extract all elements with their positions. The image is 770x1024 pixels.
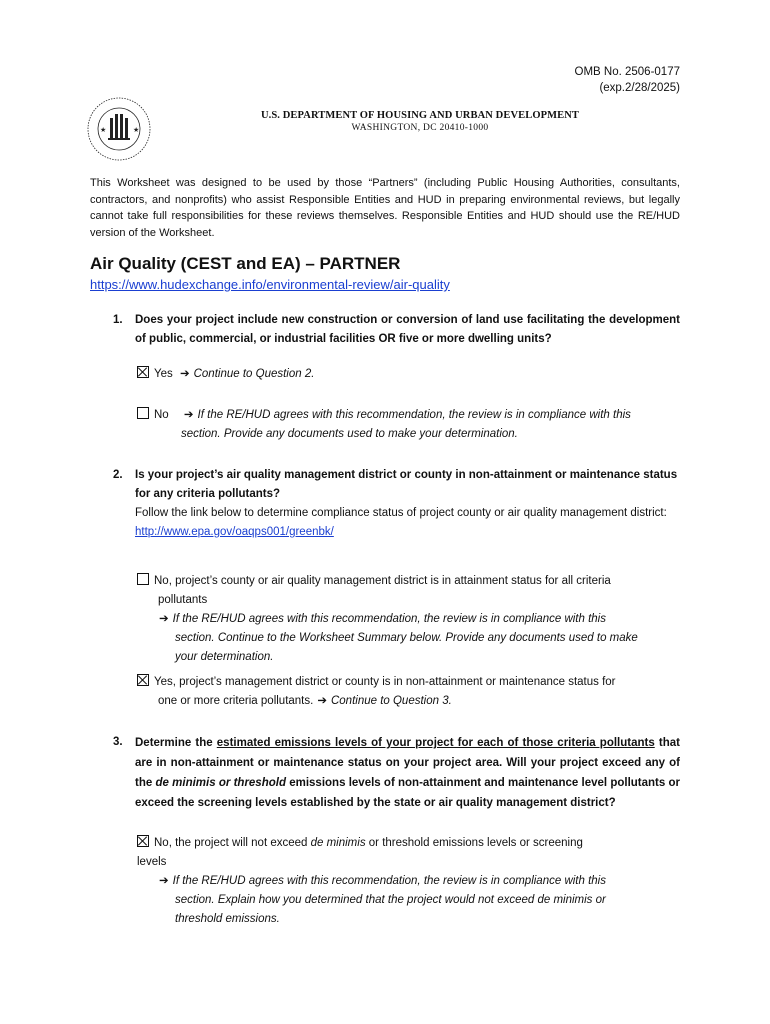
q1-yes-followup: Continue to Question 2. <box>193 368 315 380</box>
question-2-number: 2. <box>113 469 123 481</box>
q2-no-label-1: No, project’s county or air quality management district is in attainment status for all criteria <box>154 575 611 587</box>
agency-header <box>160 110 680 133</box>
q3-no-label-c: levels <box>137 856 167 868</box>
q2-no-option[interactable] <box>137 572 682 667</box>
q1-no-label: No <box>154 409 169 421</box>
agency-name: U.S. DEPARTMENT OF HOUSING AND URBAN DEVELOPMENT <box>260 110 580 121</box>
arrow-right-icon: ➔ <box>179 368 190 380</box>
question-1-text: Does your project include new construction or conversion of land use facilitating the development of public, commercial, or industrial facilities OR five or more dwelling units? <box>135 314 680 345</box>
question-2-text: Is your project’s air quality management district or county in non-attainment or maintenance status for any criteria pollutants? <box>135 469 678 500</box>
q2-no-followup-1: If the RE/HUD agrees with this recommendation, the review is in compliance with this <box>172 613 606 625</box>
intro-paragraph: This Worksheet was designed to be used by those “Partners” (including Public Housing Authorities, consultants, contractors, and nonprofits) who assist Responsible Entities and HUD in preparing environmental reviews, but legally cannot take full responsibilities for these reviews themselves. Responsible Entities and HUD should use the RE/HUD version of the Worksheet. <box>90 177 680 239</box>
q2-yes-label-2: one or more criteria pollutants. <box>158 695 314 707</box>
q1-yes-checkbox[interactable] <box>137 366 149 378</box>
question-3-number: 3. <box>113 736 123 748</box>
q2-no-checkbox[interactable] <box>137 573 149 585</box>
q3-no-followup-1: If the RE/HUD agrees with this recommendation, the review is in compliance with this <box>172 875 606 887</box>
agency-address: WASHINGTON, DC 20410-1000 <box>351 123 489 133</box>
q3-no-checkbox[interactable] <box>137 835 149 847</box>
air-quality-link-text[interactable]: https://www.hudexchange.info/environmental-review/air-quality <box>90 277 450 292</box>
q3-no-option[interactable] <box>137 834 682 929</box>
q2-no-followup-2: section. Continue to the Worksheet Summary below. Provide any documents used to make <box>175 632 638 644</box>
q2-no-followup-3: your determination. <box>175 651 274 663</box>
q2-no-label-2: pollutants <box>158 594 208 606</box>
question-2-instruction: Follow the link below to determine compliance status of project county or air quality management district: <box>135 507 667 519</box>
q1-yes-option[interactable] <box>137 365 314 384</box>
svg-text:★: ★ <box>100 127 107 134</box>
question-1-number: 1. <box>113 314 123 326</box>
q2-yes-option[interactable] <box>137 673 682 711</box>
q3-no-followup-3: threshold emissions. <box>175 913 280 925</box>
q2-yes-checkbox[interactable] <box>137 674 149 686</box>
omb-number: OMB No. 2506-0177 <box>574 66 680 78</box>
air-quality-link[interactable] <box>90 277 450 292</box>
q3-no-followup-2: section. Explain how you determined that the project would not exceed de minimis or <box>175 894 606 906</box>
q3-no-label: No, the project will not exceed de minimis or threshold emissions levels or screening <box>154 837 583 849</box>
greenbook-link[interactable]: http://www.epa.gov/oaqps001/greenbk/ <box>135 526 334 538</box>
q1-no-followup-2: section. Provide any documents used to make your determination. <box>181 428 518 440</box>
omb-expiration: (exp.2/28/2025) <box>599 82 680 94</box>
q2-yes-label-1: Yes, project’s management district or county is in non-attainment or maintenance status for <box>154 676 616 688</box>
q1-no-option[interactable] <box>137 406 682 444</box>
arrow-right-icon: ➔ <box>183 409 194 421</box>
question-3-underlined: estimated emissions levels of your project for each of those criteria pollutants <box>216 737 655 749</box>
page-title: Air Quality (CEST and EA) – PARTNER <box>90 254 401 273</box>
question-3-italic: de minimis or threshold <box>155 777 286 789</box>
svg-text:★: ★ <box>133 127 140 134</box>
question-2 <box>113 466 680 542</box>
hud-seal-icon <box>86 96 152 162</box>
question-1 <box>113 311 680 349</box>
q2-yes-followup: Continue to Question 3. <box>330 695 452 707</box>
arrow-right-icon: ➔ <box>317 695 327 707</box>
q1-no-followup-1: If the RE/HUD agrees with this recommendation, the review is in compliance with this <box>197 409 631 421</box>
question-3 <box>113 733 680 813</box>
omb-block <box>575 64 680 96</box>
q1-no-checkbox[interactable] <box>137 407 149 419</box>
arrow-right-icon: ➔ <box>159 613 169 625</box>
q1-yes-label: Yes <box>154 368 173 380</box>
arrow-right-icon: ➔ <box>159 875 169 887</box>
question-3-text: Determine the estimated emissions levels of your project for each of those criteria pollutants that are in non-attainment or maintenance status on your project area. Will your project exceed any of the de minimis or threshold emissions levels of non-attainment and maintenance level pollutants or exceed the screening levels established by the state or air quality management district? <box>135 737 680 809</box>
